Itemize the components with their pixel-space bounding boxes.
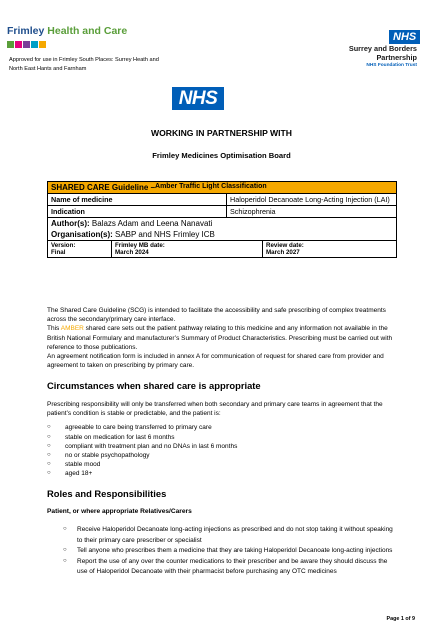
nhs-logo: NHS — [172, 87, 224, 110]
authors-row: Author(s): Balazs Adam and Leena Nanavati Organisation(s): SABP and NHS Frimley ICB — [48, 218, 396, 241]
list-item: ○ agreeable to care being transferred to primary care — [47, 423, 398, 432]
indication-label: Indication — [48, 206, 227, 217]
medicine-row — [48, 194, 396, 206]
frimley-health-and-care-logo: Frimley Health and Care — [7, 25, 128, 37]
indication-value: Schizophrenia — [230, 207, 276, 216]
version-row: Version: Final Frimley MB date: March 2024 Review date: March 2027 — [48, 241, 396, 257]
list-item: ○ stable mood — [47, 460, 398, 469]
document-body — [47, 306, 398, 577]
medicine-label: Name of medicine — [48, 194, 227, 205]
sabp-foundation-trust: NHS Foundation Trust — [366, 63, 417, 68]
circumstances-list — [47, 423, 398, 478]
partnership-heading: WORKING IN PARTNERSHIP WITH — [151, 128, 292, 138]
board-heading: Frimley Medicines Optimisation Board — [152, 151, 291, 160]
list-item: ○ Receive Haloperidol Decanoate long-acting injections as prescribed and do not stop taking it without speaking to their primary care prescriber or specialist — [63, 525, 398, 546]
sabp-nhs-logo: NHS — [389, 30, 420, 44]
list-item: ○ stable on medication for last 6 months — [47, 433, 398, 442]
list-item: ○ compliant with treatment plan and no DNAs in last 6 months — [47, 442, 398, 451]
list-item: ○ Report the use of any over the counter medications to their prescriber and be aware they should discuss the use of Haloperidol Decanoate with their pharmacist before purchasing any OTC medicines — [63, 557, 398, 578]
roles-list — [47, 525, 398, 577]
intro-paragraph-3: An agreement notification form is included in annex A for communication of request for shared care from provider and agreement to taken on prescribing by primary care. — [47, 353, 384, 370]
page-number: Page 1 of 9 — [386, 616, 415, 622]
circumstances-text: Prescribing responsibility will only be transferred when both secondary and primary care teams in agreement that the patient’s condition is stable or predictable, and the patient is: — [47, 400, 383, 418]
list-item: ○ no or stable psychopathology — [47, 451, 398, 460]
guideline-title-row: SHARED CARE Guideline – Amber Traffic Light Classification — [48, 182, 396, 194]
medicine-value: Haloperidol Decanoate Long-Acting Injection (LAI) — [230, 195, 390, 204]
list-item: ○ Tell anyone who prescribes them a medicine that they are taking Haloperidol Decanoate long-acting injections — [63, 546, 398, 556]
roles-heading: Roles and Responsibilities — [47, 487, 167, 499]
list-item: ○ aged 18+ — [47, 469, 398, 478]
guideline-info-table — [47, 181, 397, 258]
roles-subheading: Patient, or where appropriate Relatives/Carers — [47, 507, 192, 515]
sabp-trust-name: Surrey and Borders Partnership — [348, 44, 417, 62]
circumstances-heading: Circumstances when shared care is appropriate — [47, 379, 261, 391]
indication-row — [48, 206, 396, 218]
intro-paragraph-2: This AMBER shared care sets out the patient pathway relating to this medicine and any information not available in the British National Formulary and manufacturer’s Summary of Product Characteristics. Prescribing must be carried out with reference to those publications. — [47, 325, 393, 351]
frimley-logo-squares — [7, 41, 46, 48]
approval-note: Approved for use in Frimley South Places: Surrey Heath and North East Hants and Farnham — [9, 57, 159, 72]
intro-paragraph-1: The Shared Care Guideline (SCG) is intended to facilitate the accessibility and safe prescribing of complex treatments across the secondary/primary care interface. — [47, 307, 386, 324]
